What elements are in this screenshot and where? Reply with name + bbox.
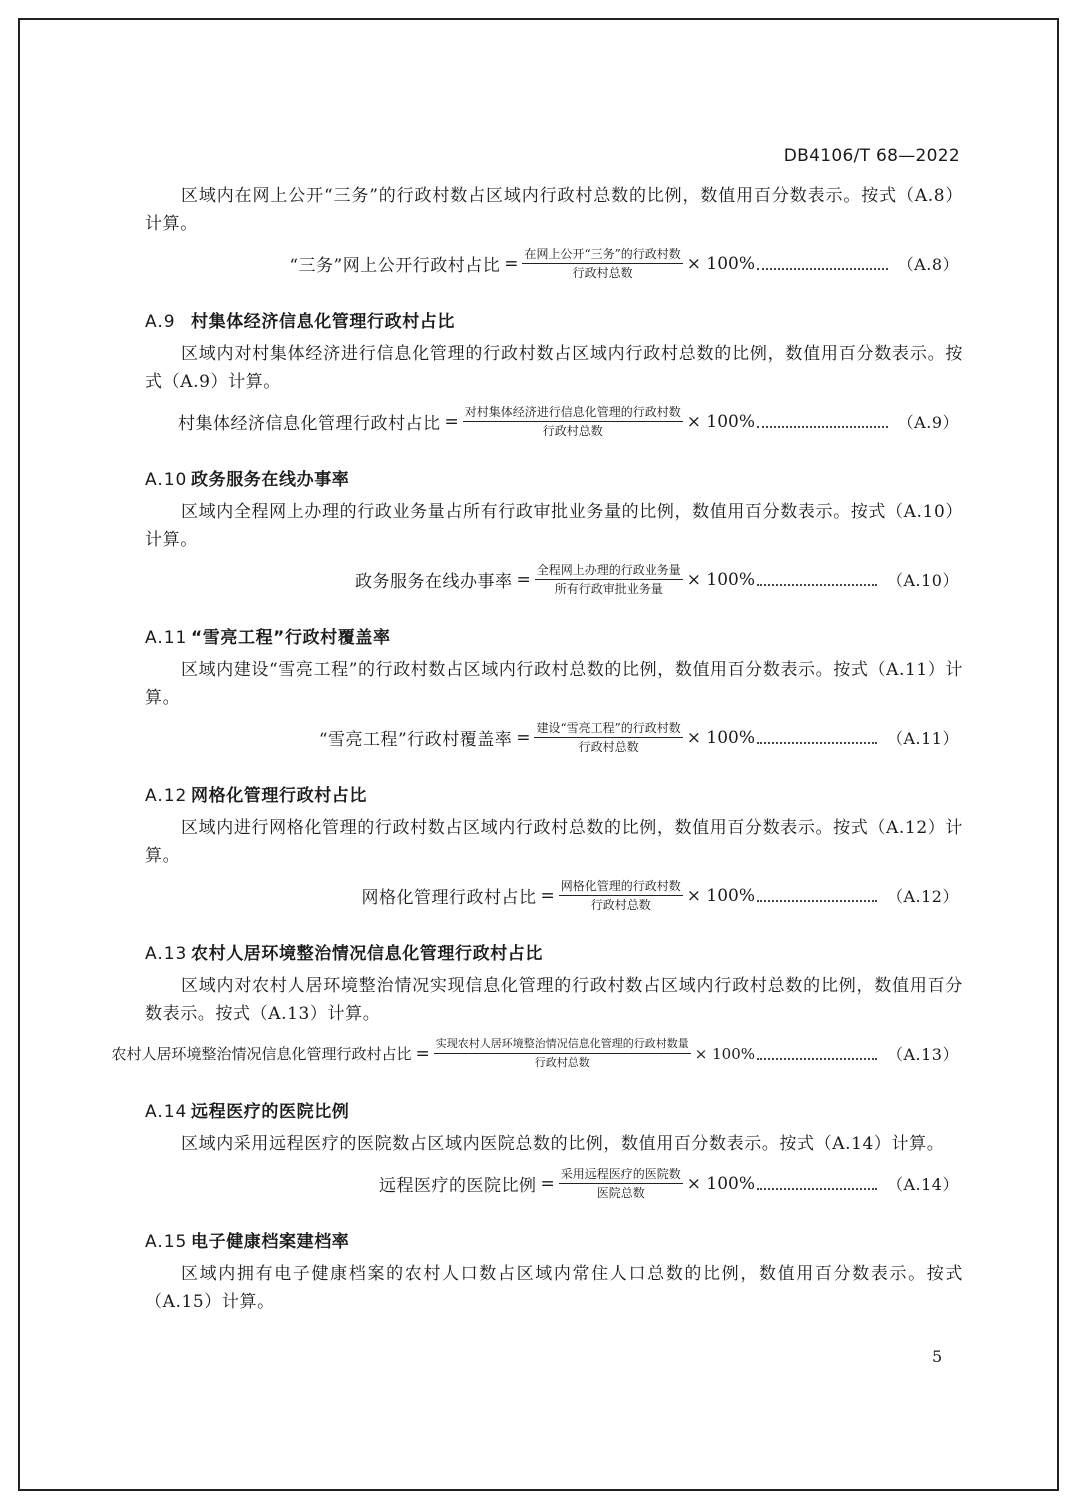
formula-expression <box>361 878 755 913</box>
formula-fraction <box>559 878 683 913</box>
section-number: A.15 <box>145 1232 188 1252</box>
equals-sign: = <box>504 253 519 274</box>
page-number: 5 <box>932 1347 943 1366</box>
formula-numerator: 全程网上办理的行政业务量 <box>535 562 683 580</box>
equals-sign: = <box>516 727 531 748</box>
formula-multiplier: × 100% <box>686 569 755 590</box>
section-paragraph: 区域内全程网上办理的行政业务量占所有行政审批业务量的比例，数值用百分数表示。按式（A.10）计算。 <box>145 502 963 550</box>
formula-numerator: 建设“雪亮工程”的行政村数 <box>534 720 682 738</box>
leader-dots <box>757 1046 877 1060</box>
formula-multiplier: × 100% <box>686 253 755 274</box>
leader-dots <box>757 888 877 902</box>
section-title: 村集体经济信息化管理行政村占比 <box>191 312 455 332</box>
formula-numerator: 采用远程医疗的医院数 <box>559 1166 683 1184</box>
formula-numerator: 实现农村人居环境整治情况信息化管理的行政村数量 <box>434 1036 691 1054</box>
formula-denominator: 行政村总数 <box>542 424 603 438</box>
formula-fraction <box>559 1166 683 1201</box>
formula-number: （A.12） <box>886 887 959 906</box>
section-heading <box>145 936 963 972</box>
formula-number: （A.9） <box>897 413 959 432</box>
section-paragraph: 区域内对农村人居环境整治情况实现信息化管理的行政村数占区域内行政村总数的比例，数值用百分数表示。按式（A.13）计算。 <box>145 976 963 1024</box>
section-title: 远程医疗的医院比例 <box>191 1102 350 1122</box>
formula-fraction <box>463 404 683 439</box>
formula-fraction <box>522 246 682 281</box>
intro-paragraph: 区域内在网上公开“三务”的行政村数占区域内行政村总数的比例，数值用百分数表示。按式（A.8）计算。 <box>145 186 963 234</box>
section-number: A.14 <box>145 1102 188 1122</box>
section-heading <box>145 1224 963 1260</box>
formula-denominator: 行政村总数 <box>534 1056 590 1069</box>
section-paragraph: 区域内建设“雪亮工程”的行政村数占区域内行政村总数的比例，数值用百分数表示。按式（A.11）计算。 <box>145 660 963 708</box>
equals-sign: = <box>444 411 459 432</box>
formula-denominator: 行政村总数 <box>590 898 651 912</box>
formula-multiplier: × 100% <box>686 1173 755 1194</box>
formula-fraction <box>534 720 682 755</box>
leader-dots <box>757 1176 877 1190</box>
leader-dots <box>757 572 877 586</box>
formula-multiplier: × 100% <box>686 727 755 748</box>
equals-sign: = <box>516 569 531 590</box>
formula-lhs: 远程医疗的医院比例 <box>378 1176 537 1196</box>
section-number: A.9 <box>145 312 176 332</box>
formula-lhs: 网格化管理行政村占比 <box>361 888 537 908</box>
section-number: A.10 <box>145 470 188 490</box>
section-paragraph: 区域内采用远程医疗的医院数占区域内医院总数的比例，数值用百分数表示。按式（A.14）计算。 <box>181 1134 945 1154</box>
equals-sign: = <box>415 1043 430 1064</box>
section-title: “雪亮工程”行政村覆盖率 <box>191 628 391 648</box>
formula-fraction <box>535 562 683 597</box>
section-heading <box>145 620 963 656</box>
formula-expression <box>319 720 755 755</box>
formula-a12 <box>145 874 963 926</box>
formula-denominator: 医院总数 <box>596 1186 645 1200</box>
formula-expression <box>178 404 755 439</box>
formula-number: （A.10） <box>886 571 959 590</box>
formula-a14 <box>145 1162 963 1214</box>
formula-number: （A.8） <box>897 255 959 274</box>
formula-number: （A.13） <box>886 1045 959 1064</box>
formula-fraction <box>434 1036 691 1071</box>
section-heading <box>145 1094 963 1130</box>
leader-dots <box>757 730 877 744</box>
formula-numerator: 在网上公开“三务”的行政村数 <box>522 246 682 264</box>
section-heading <box>145 304 963 340</box>
section-number: A.13 <box>145 944 188 964</box>
section-paragraph: 区域内对村集体经济进行信息化管理的行政村数占区域内行政村总数的比例，数值用百分数表示。按式（A.9）计算。 <box>145 344 963 392</box>
section-title: 电子健康档案建档率 <box>191 1232 350 1252</box>
section-heading <box>145 462 963 498</box>
section-paragraph: 区域内拥有电子健康档案的农村人口数占区域内常住人口总数的比例，数值用百分数表示。按式（A.15）计算。 <box>145 1264 963 1312</box>
equals-sign: = <box>540 1173 555 1194</box>
leader-dots <box>757 256 888 270</box>
formula-number: （A.14） <box>886 1175 959 1194</box>
leader-dots <box>757 414 888 428</box>
formula-lhs: 政务服务在线办事率 <box>354 572 513 592</box>
equals-sign: = <box>540 885 555 906</box>
section-title: 农村人居环境整治情况信息化管理行政村占比 <box>191 944 543 964</box>
formula-multiplier: × 100% <box>694 1044 755 1063</box>
formula-expression <box>289 246 755 281</box>
formula-denominator: 所有行政审批业务量 <box>554 582 663 596</box>
formula-denominator: 行政村总数 <box>578 740 639 754</box>
section-title: 网格化管理行政村占比 <box>191 786 367 806</box>
formula-numerator: 对村集体经济进行信息化管理的行政村数 <box>463 404 683 422</box>
formula-number: （A.11） <box>886 729 959 748</box>
formula-a9 <box>145 400 963 452</box>
formula-a8 <box>145 242 963 294</box>
formula-lhs: 农村人居环境整治情况信息化管理行政村占比 <box>111 1045 412 1063</box>
section-paragraph: 区域内进行网格化管理的行政村数占区域内行政村总数的比例，数值用百分数表示。按式（A.12）计算。 <box>145 818 963 866</box>
section-number: A.12 <box>145 786 188 806</box>
formula-numerator: 网格化管理的行政村数 <box>559 878 683 896</box>
page-content <box>111 182 963 1316</box>
formula-a11 <box>145 716 963 768</box>
document-code: DB4106/T 68—2022 <box>783 146 960 166</box>
section-number: A.11 <box>145 628 188 648</box>
formula-a13 <box>111 1032 963 1084</box>
formula-expression <box>379 1166 755 1201</box>
formula-multiplier: × 100% <box>686 885 755 906</box>
formula-lhs: 村集体经济信息化管理行政村占比 <box>177 414 441 434</box>
formula-denominator: 行政村总数 <box>572 266 633 280</box>
section-title: 政务服务在线办事率 <box>191 470 350 490</box>
formula-multiplier: × 100% <box>686 411 755 432</box>
formula-lhs: “雪亮工程”行政村覆盖率 <box>318 730 513 750</box>
formula-expression <box>355 562 755 597</box>
formula-expression <box>112 1036 756 1071</box>
section-heading <box>145 778 963 814</box>
formula-lhs: “三务”网上公开行政村占比 <box>289 256 501 276</box>
formula-a10 <box>145 558 963 610</box>
